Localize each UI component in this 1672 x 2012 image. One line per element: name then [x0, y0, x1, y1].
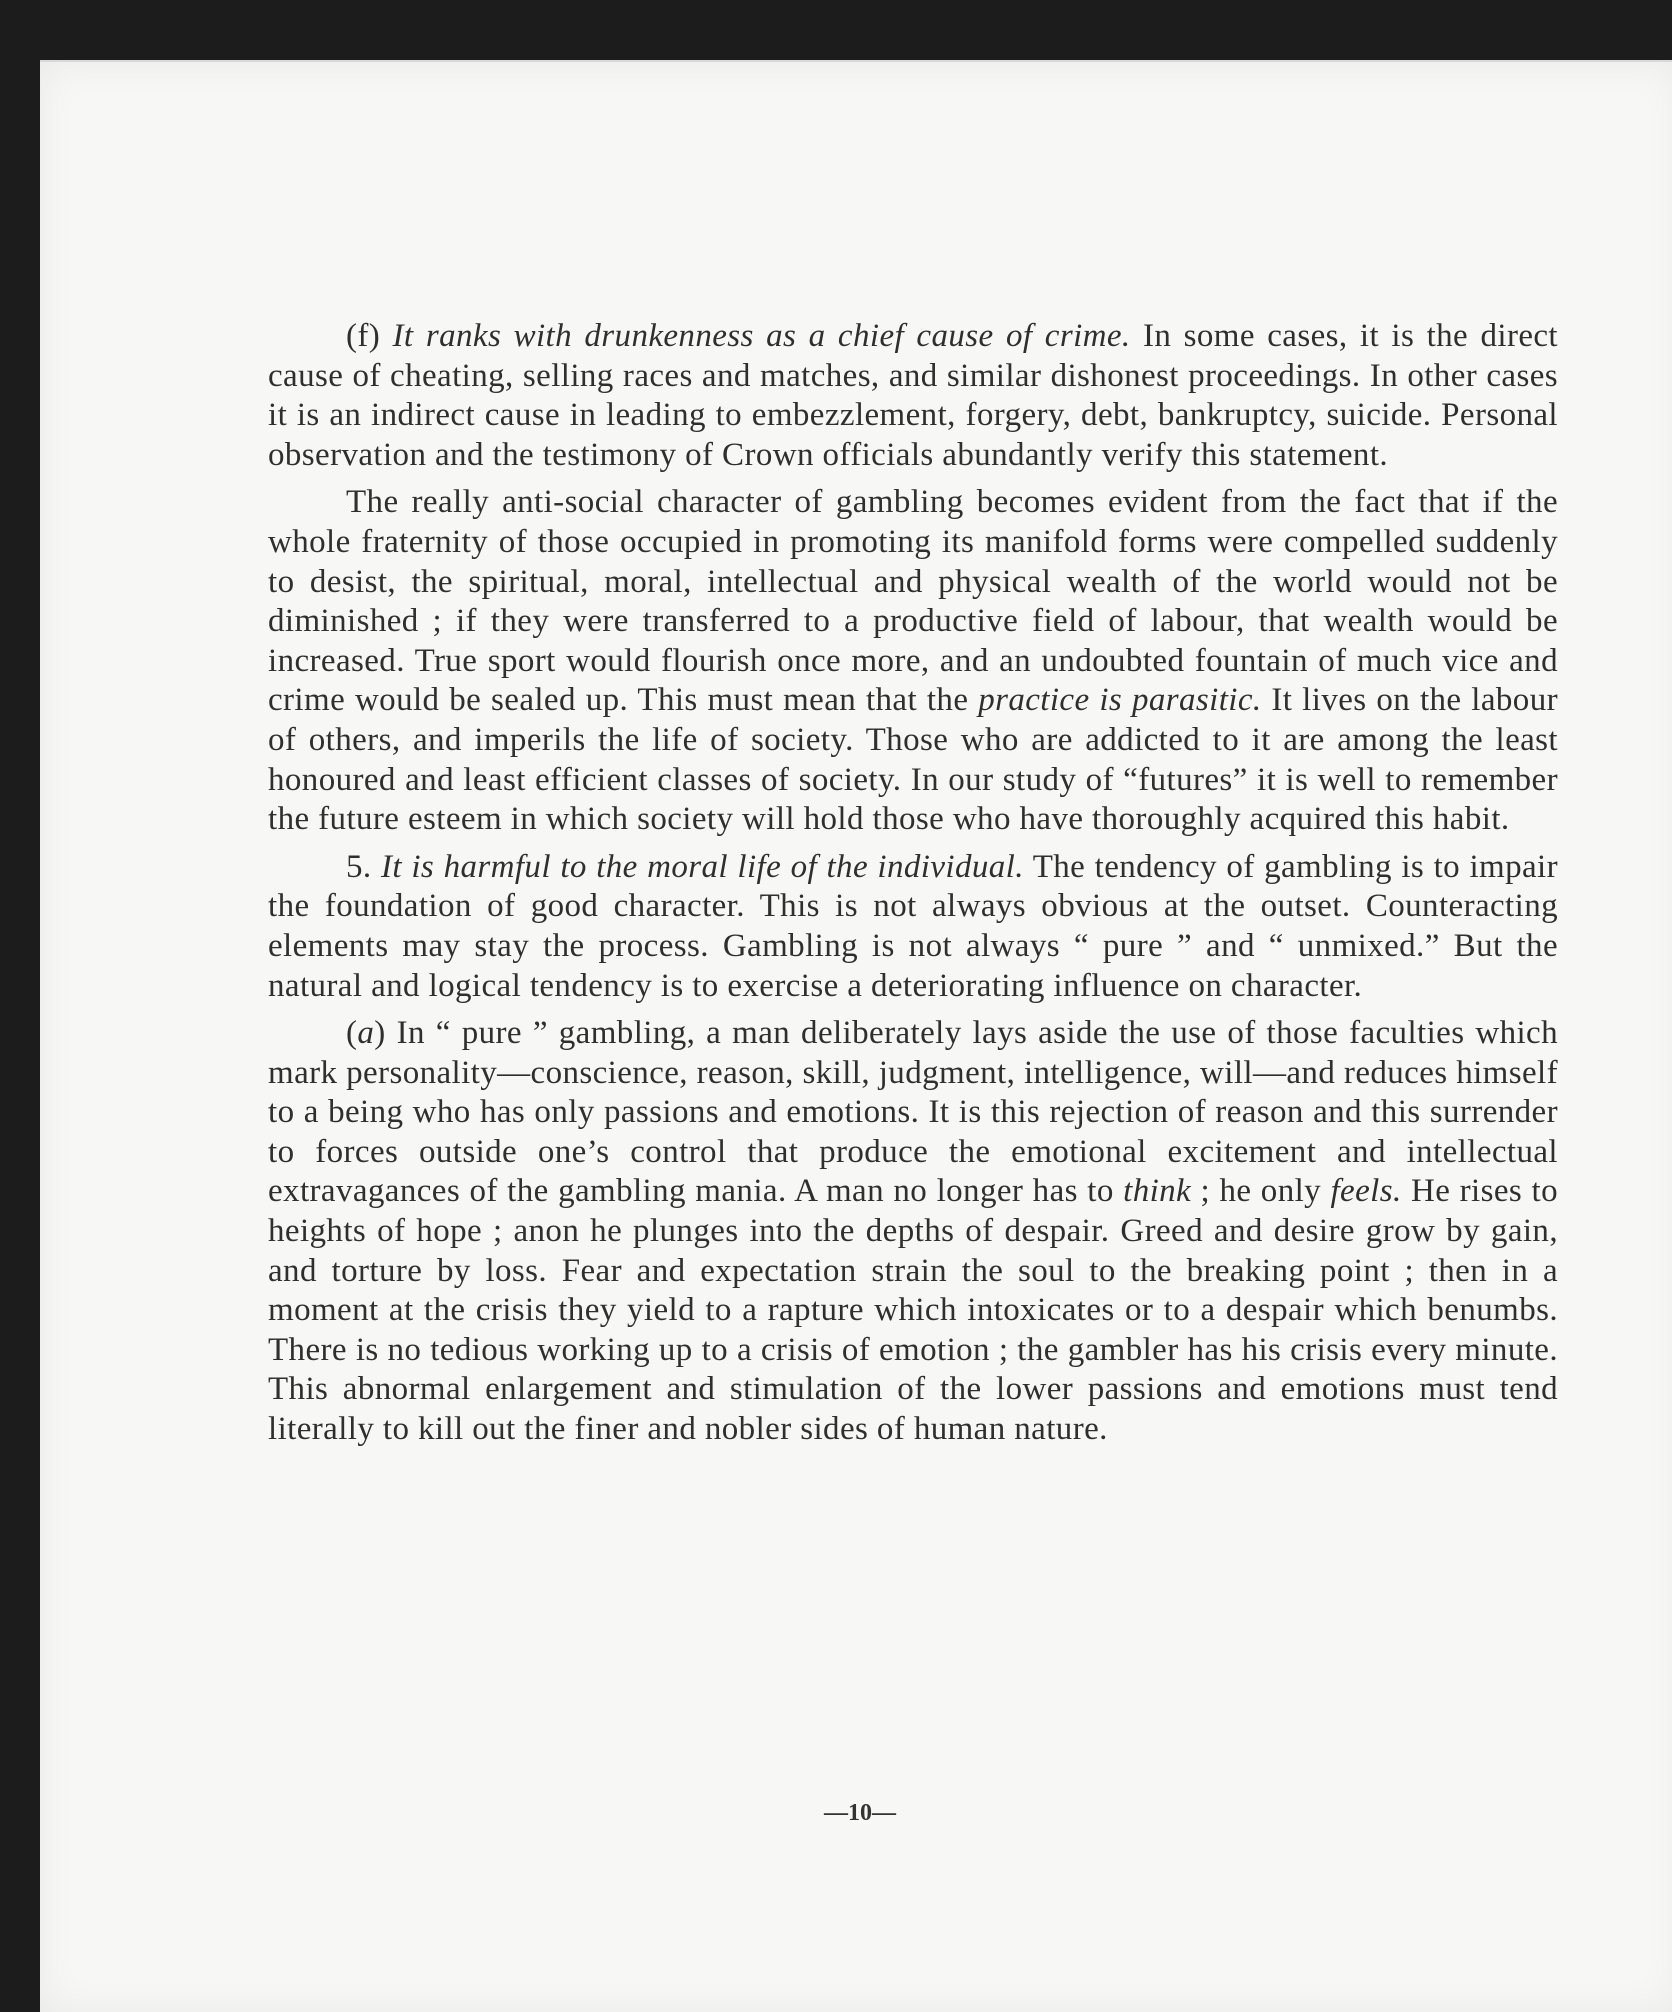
paragraph-f — [268, 317, 1558, 475]
page-number: —10— — [824, 1800, 896, 1826]
paragraph-f-body: In some cases, it is the direct cause of cheating, selling races and matches, and similar dishonest proceedings. In other cases it is an indirect cause in leading to embezzlement, forgery, debt, bankruptcy, suicide. Personal observation and the testimony of Crown officials abundantly verify this statement. — [268, 318, 1558, 473]
paragraph-5-label: 5. — [346, 848, 381, 885]
document-page — [40, 60, 1672, 2012]
paragraph-anti-social-emphasis: practice is parasitic. — [978, 682, 1262, 719]
paragraph-a-open: ( — [346, 1015, 358, 1052]
paragraph-a-part3: He rises to heights of hope ; anon he plunges into the depths of despair. Greed and desire grow by gain, and torture by loss. Fear and expectation strain the soul to the breaking point ; then in a moment at the crisis they yield to a rapture which intoxicates or to a despair which benumbs. There is no tedious working up to a crisis of emotion ; the gambler has his crisis every minute. This abnormal enlargement and stimulation of the lower passions and emotions must tend literally to kill out the finer and nobler sides of human nature. — [268, 1173, 1559, 1448]
paragraph-a-part1: ) In “ pure ” gambling, a man deliberately lays aside the use of those faculties which mark personality—conscience, reason, skill, judgment, intelligence, will—and reduces himself to a being who has only passions and emotions. It is this rejection of reason and this surrender to forces outside one’s control that produce the emotional excitement and intellectual extravagances of the gambling mania. A man no longer has to — [268, 1015, 1558, 1210]
paragraph-anti-social-part2: It lives on the labour of others, and imperils the life of society. Those who are addicted to it are among the least honoured and least efficient classes of society. In our study of “futures” it is well to remember the future esteem in which society will hold those who have thoroughly acquired this habit. — [268, 682, 1558, 838]
paragraph-a-letter: a — [357, 1015, 375, 1052]
paragraph-f-heading: It ranks with drunkenness as a chief cause of crime. — [392, 318, 1131, 354]
paragraph-a-emphasis-feels: feels. — [1330, 1173, 1402, 1210]
paragraph-5-heading: It is harmful to the moral life of the individual. — [380, 848, 1024, 885]
body-text — [268, 317, 1558, 1458]
paragraph-5 — [268, 848, 1558, 1006]
paragraph-5-body: The tendency of gambling is to impair the foundation of good character. This is not always obvious at the outset. Counteracting elements may stay the process. Gambling is not always “ pure ” and “ unmixed.” But the natural and logical tendency is to exercise a deteriorating influence on character. — [268, 848, 1559, 1004]
paragraph-a-part2: ; he only — [1191, 1173, 1331, 1210]
paragraph-anti-social-part1: The really anti-social character of gambling becomes evident from the fact that if the whole fraternity of those occupied in promoting its manifold forms were compelled suddenly to desist, the spiritual, moral, intellectual and physical wealth of the world would not be diminished ; if they were transferred to a productive field of labour, that wealth would be increased. True sport would flourish once more, and an undoubted fountain of much vice and crime would be sealed up. This must mean that the — [268, 484, 1558, 719]
paragraph-anti-social — [268, 483, 1558, 839]
paragraph-a-emphasis-think: think — [1123, 1173, 1192, 1210]
paragraph-a — [268, 1014, 1558, 1450]
paragraph-f-label: (f) — [346, 318, 393, 354]
